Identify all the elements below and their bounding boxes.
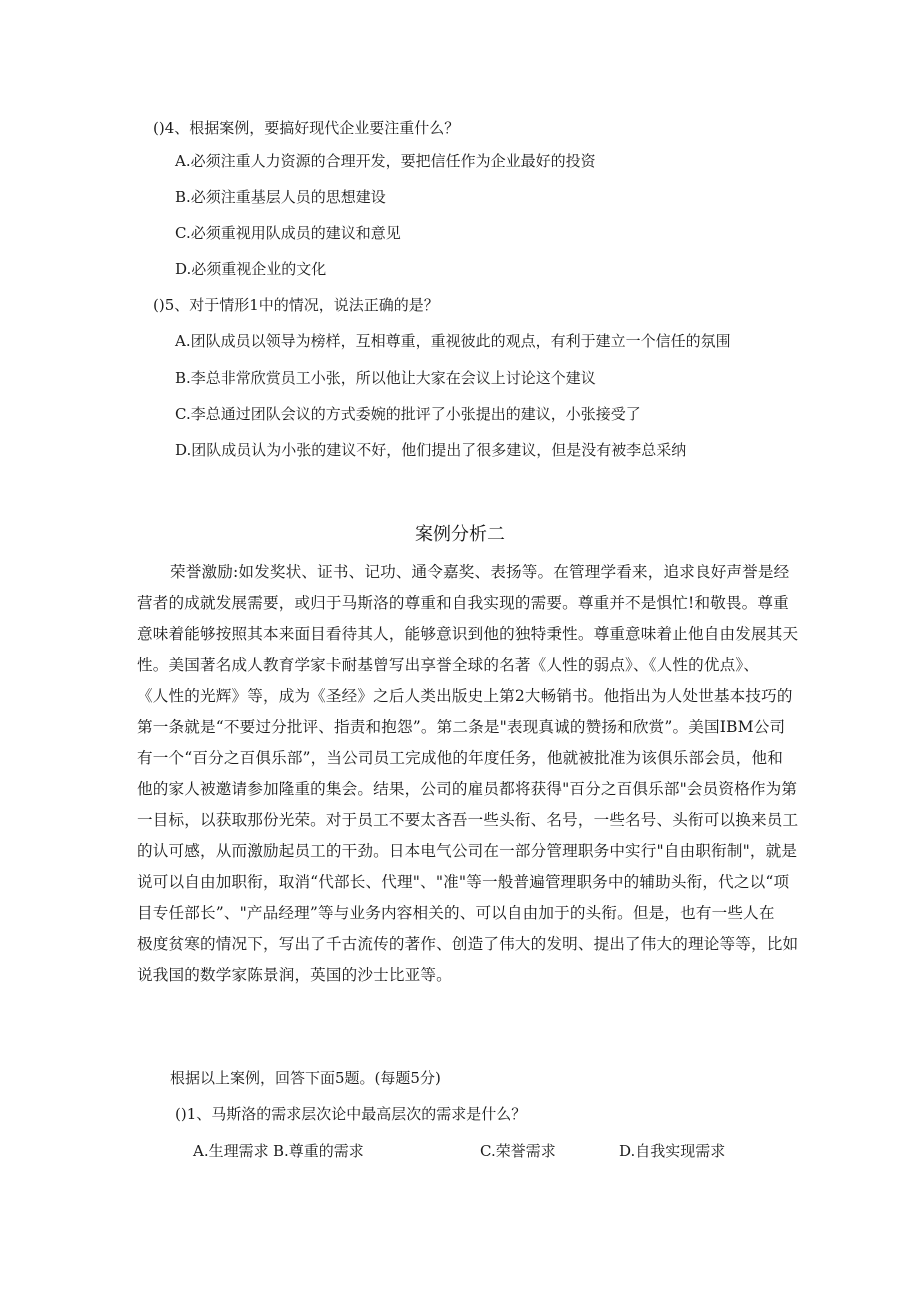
question-4-option-a: A.必须注重人力资源的合理开发，要把信任作为企业最好的投资 bbox=[175, 152, 596, 170]
paragraph-line: 的认可感，从而激励起员工的干劲。日本电气公司在一部分管理职务中实行"自由职衔制"，就是 bbox=[137, 842, 798, 860]
instruction: 根据以上案例，回答下面5题。(每题5分) bbox=[170, 1069, 441, 1087]
question-1-option-d: D.自我实现需求 bbox=[619, 1142, 726, 1160]
question-5-option-b: B.李总非常欣赏员工小张，所以他让大家在会议上讨论这个建议 bbox=[175, 369, 596, 387]
question-4-option-d: D.必须重视企业的文化 bbox=[175, 260, 327, 278]
paragraph-line: 极度贫寒的情况下，写出了千古流传的著作、创造了伟大的发明、提出了伟大的理论等等，比如 bbox=[137, 935, 799, 953]
question-1-options bbox=[0, 1140, 920, 1162]
question-1-stem: ()1、马斯洛的需求层次论中最高层次的需求是什么？ bbox=[175, 1105, 527, 1123]
question-4-stem: ()4、根据案例，要搞好现代企业要注重什么？ bbox=[153, 119, 460, 137]
question-1-option-c: C.荣誉需求 bbox=[480, 1142, 556, 1160]
paragraph-line: 他的家人被邀请参加隆重的集会。结果，公司的雇员都将获得"百分之百俱乐部"会员资格作为第 bbox=[137, 780, 798, 798]
paragraph-line: 一目标，以获取那份光荣。对于员工不要太吝吾一些头衔、名号，一些名号、头衔可以换来员工 bbox=[137, 811, 799, 829]
question-5-stem: ()5、对于情形1中的情况，说法正确的是？ bbox=[153, 296, 439, 314]
paragraph-line: 说我国的数学家陈景润，英国的沙士比亚等。 bbox=[137, 966, 452, 984]
question-5-option-d: D.团队成员认为小张的建议不好，他们提出了很多建议，但是没有被李总采纳 bbox=[175, 441, 687, 459]
paragraph-line: 性。美国著名成人教育学家卡耐基曾写出享誉全球的名著《人性的弱点》、《人性的优点》、 bbox=[137, 656, 760, 674]
paragraph-line: 有一个“百分之百俱乐部”，当公司员工完成他的年度任务，他就被批准为该俱乐部会员，他和 bbox=[137, 749, 783, 767]
question-5-option-c: C.李总通过团队会议的方式委婉的批评了小张提出的建议，小张接受了 bbox=[175, 405, 641, 423]
paragraph-line: 说可以自由加职衔，取消“代部长、代理"、"准"等一般普遍管理职务中的辅助头衔，代之以“项 bbox=[137, 873, 790, 891]
question-4-option-b: B.必须注重基层人员的思想建设 bbox=[175, 188, 386, 206]
paragraph-line: 意味着能够按照其本来面目看待其人，能够意识到他的独特秉性。尊重意味着止他自由发展其天 bbox=[137, 625, 799, 643]
question-5-option-a: A.团队成员以领导为榜样，互相尊重，重视彼此的观点，有利于建立一个信任的氛围 bbox=[175, 332, 731, 350]
paragraph-line: 荣誉激励:如发奖状、证书、记功、通令嘉奖、表扬等。在管理学看来，追求良好声誉是经 bbox=[170, 563, 790, 581]
paragraph-line: 第一条就是“不要过分批评、指责和抱怨”。第二条是"表现真诚的赞扬和欣赏”。美国IBM公司 bbox=[137, 718, 786, 736]
paragraph-line: 《人性的光辉》等，成为《圣经》之后人类出版史上第2大畅销书。他指出为人处世基本技巧的 bbox=[137, 687, 793, 705]
question-4-option-c: C.必须重视用队成员的建议和意见 bbox=[175, 224, 401, 242]
paragraph-line: 营者的成就发展需要，或归于马斯洛的尊重和自我实现的需要。尊重并不是惧忙!和敬畏。尊重 bbox=[137, 594, 789, 612]
section-title: 案例分析二 bbox=[415, 524, 505, 545]
question-1-option-b: B.尊重的需求 bbox=[273, 1142, 364, 1160]
question-1-option-a: A.生理需求 bbox=[193, 1142, 269, 1160]
paragraph-line: 目专任部长”、"产品经理”等与业务内容相关的、可以自由加于的头衔。但是，也有一些人在 bbox=[137, 904, 775, 922]
